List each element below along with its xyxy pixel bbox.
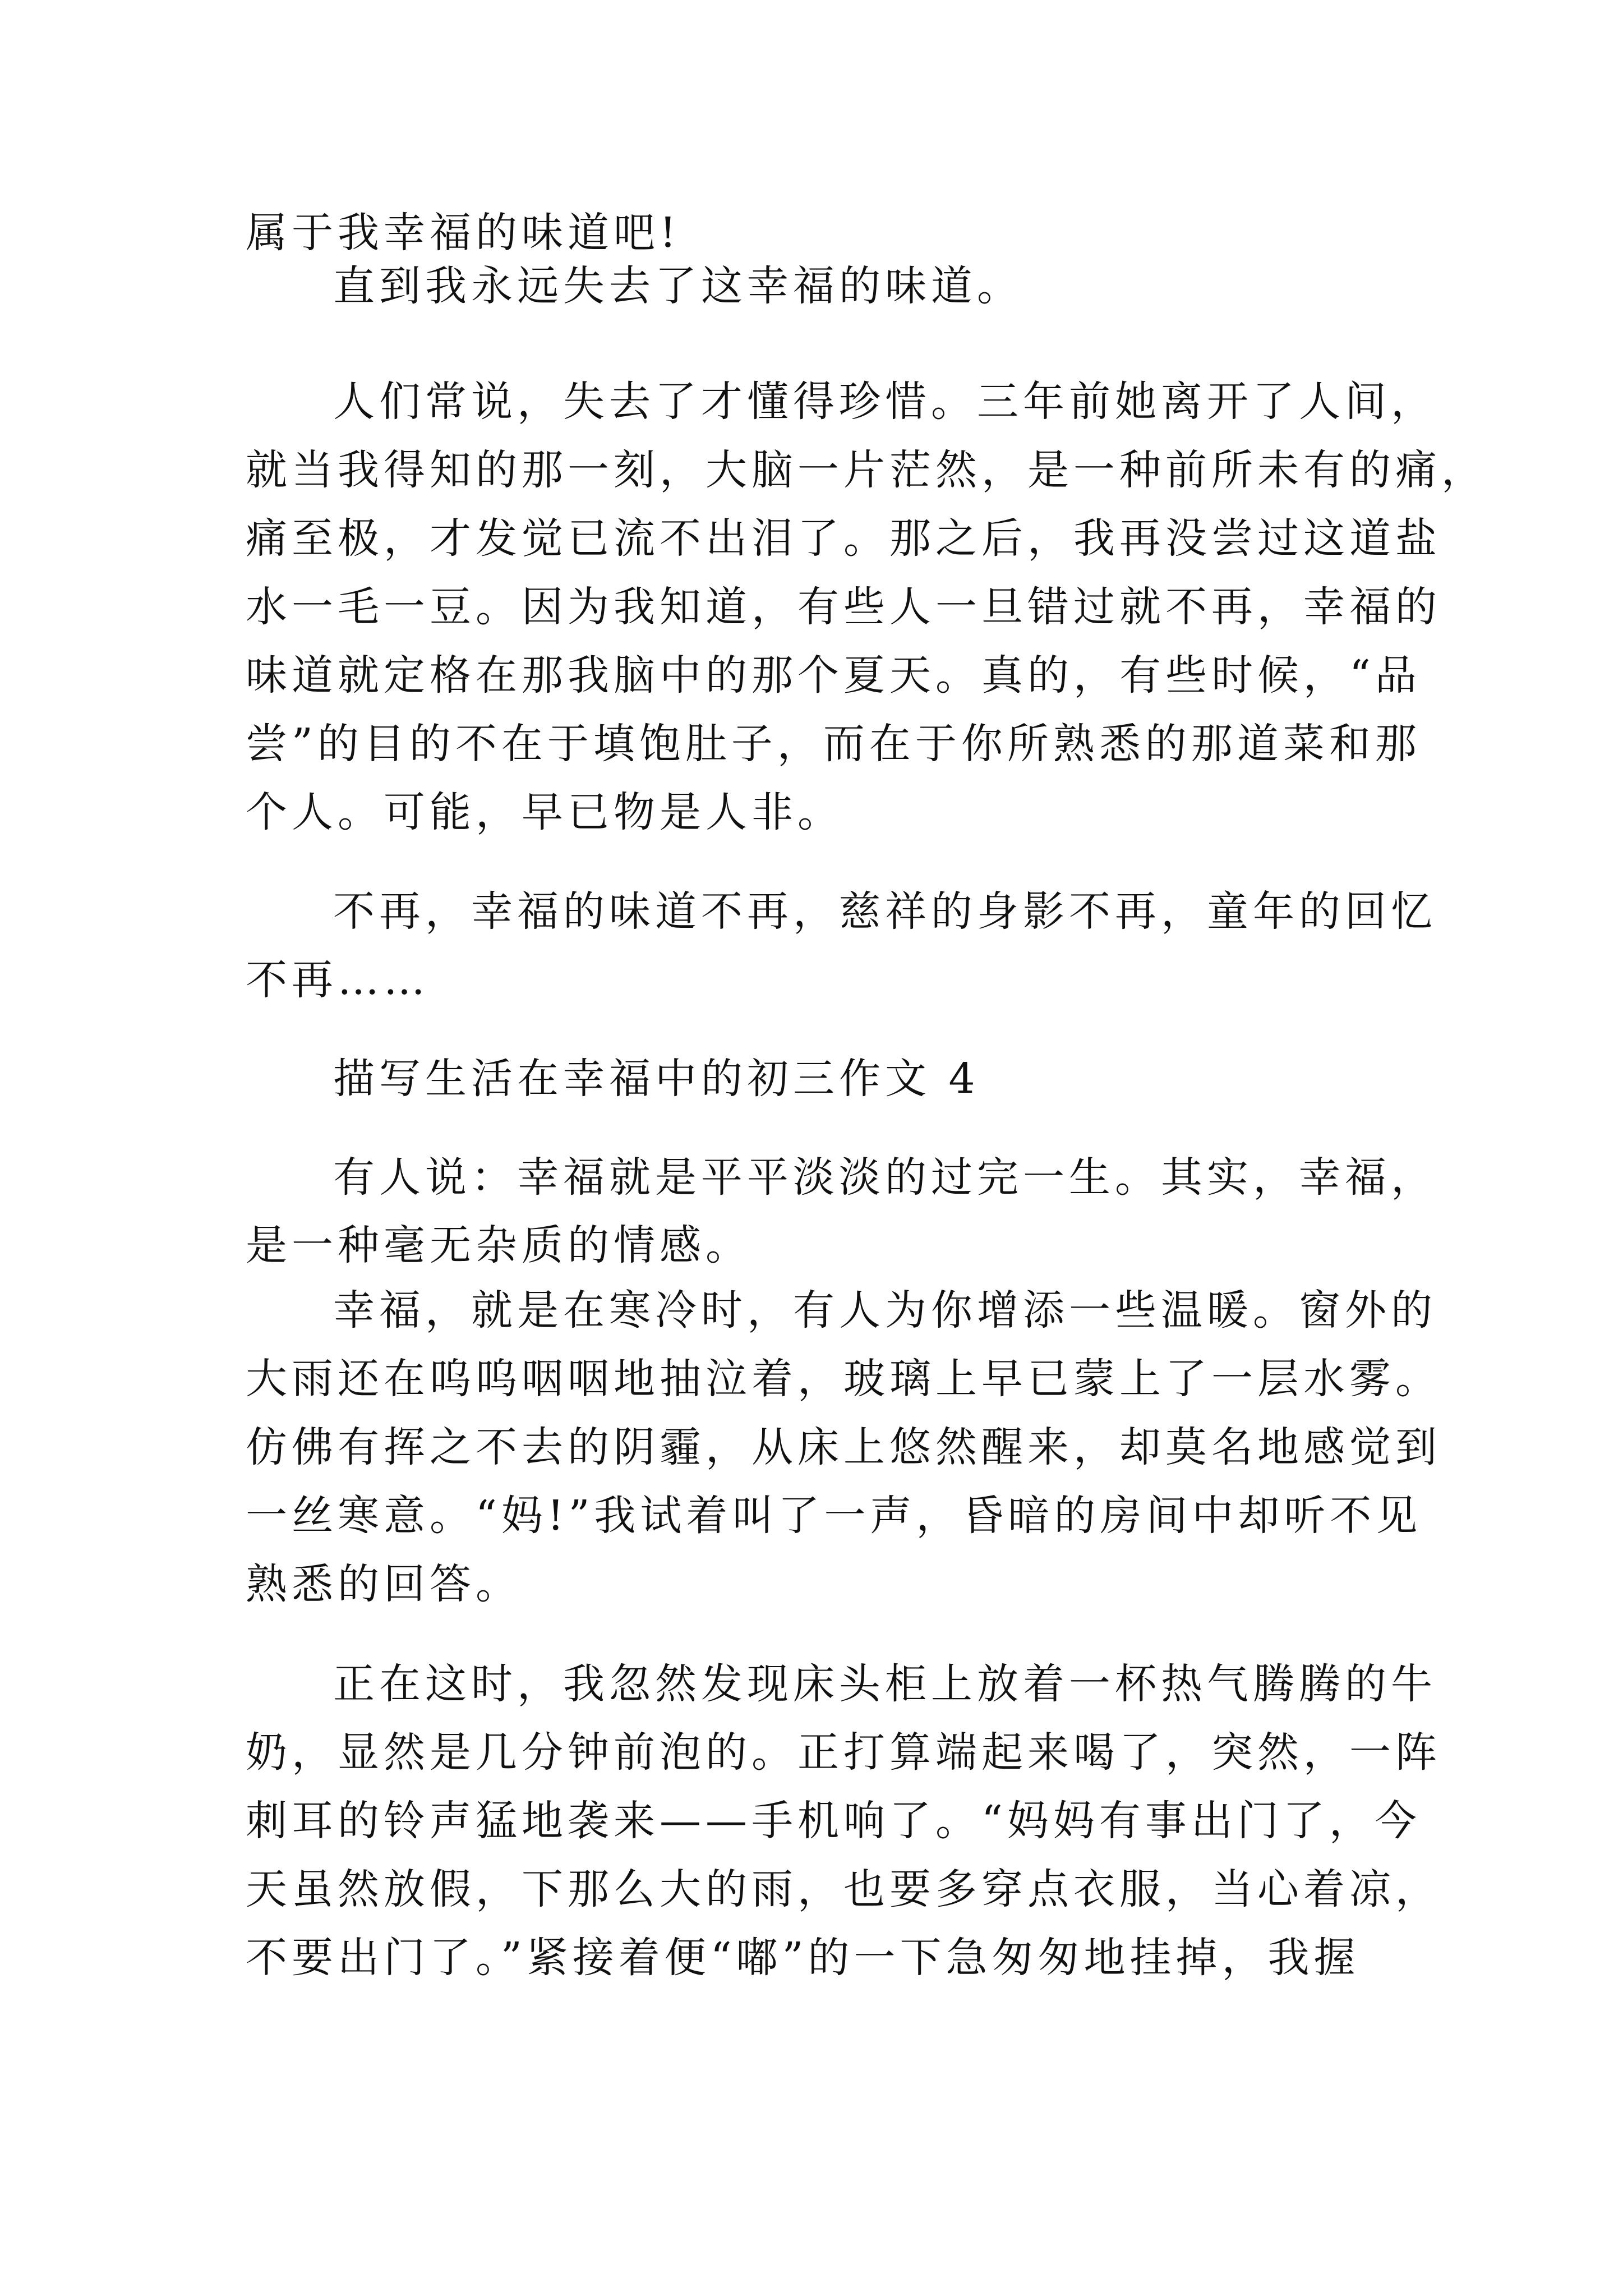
text-line: 水一毛一豆。因为我知道，有些人一旦错过就不再，幸福的 <box>246 583 1441 631</box>
text-line: 有人说：幸福就是平平淡淡的过完一生。其实，幸福， <box>333 1153 1437 1202</box>
text-line: 天虽然放假，下那么大的雨，也要多穿点衣服，当心着凉， <box>246 1865 1441 1913</box>
text-line: 直到我永远失去了这幸福的味道。 <box>333 262 1023 310</box>
text-line: 人们常说，失去了才懂得珍惜。三年前她离开了人间， <box>333 378 1437 426</box>
text-line: 刺耳的铃声猛地袭来——手机响了。“妈妈有事出门了，今 <box>246 1797 1421 1845</box>
text-line: 属于我幸福的味道吧! <box>246 209 681 257</box>
text-line: 是一种毫无杂质的情感。 <box>246 1221 751 1269</box>
text-line: 大雨还在呜呜咽咽地抽泣着，玻璃上早已蒙上了一层水雾。 <box>246 1355 1441 1403</box>
text-line: 仿佛有挥之不去的阴霾，从床上悠然醒来，却莫名地感觉到 <box>246 1423 1441 1471</box>
text-line: 正在这时，我忽然发现床头柜上放着一杯热气腾腾的牛 <box>333 1660 1437 1708</box>
text-line: 熟悉的回答。 <box>246 1560 522 1608</box>
text-line: 一丝寒意。“妈!”我试着叫了一声，昏暗的房间中却听不见 <box>246 1492 1422 1540</box>
text-line: 痛至极，才发觉已流不出泪了。那之后，我再没尝过这道盐 <box>246 514 1441 563</box>
text-line: 不再…… <box>246 956 430 1004</box>
text-line: 尝”的目的不在于填饱肚子，而在于你所熟悉的那道菜和那 <box>246 720 1421 768</box>
text-line: 不再，幸福的味道不再，慈祥的身影不再，童年的回忆 <box>333 887 1437 936</box>
text-line: 奶，显然是几分钟前泡的。正打算端起来喝了，突然，一阵 <box>246 1728 1441 1777</box>
text-line: 味道就定格在那我脑中的那个夏天。真的，有些时候，“品 <box>246 651 1421 700</box>
text-line: 幸福，就是在寒冷时，有人为你增添一些温暖。窗外的 <box>333 1286 1437 1335</box>
section-heading: 描写生活在幸福中的初三作文 4 <box>333 1055 980 1103</box>
text-line: 个人。可能，早已物是人非。 <box>246 788 843 836</box>
text-line: 就当我得知的那一刻，大脑一片茫然，是一种前所未有的痛， <box>246 446 1487 494</box>
text-line: 不要出门了。”紧接着便“嘟”的一下急匆匆地挂掉，我握 <box>246 1934 1360 1982</box>
